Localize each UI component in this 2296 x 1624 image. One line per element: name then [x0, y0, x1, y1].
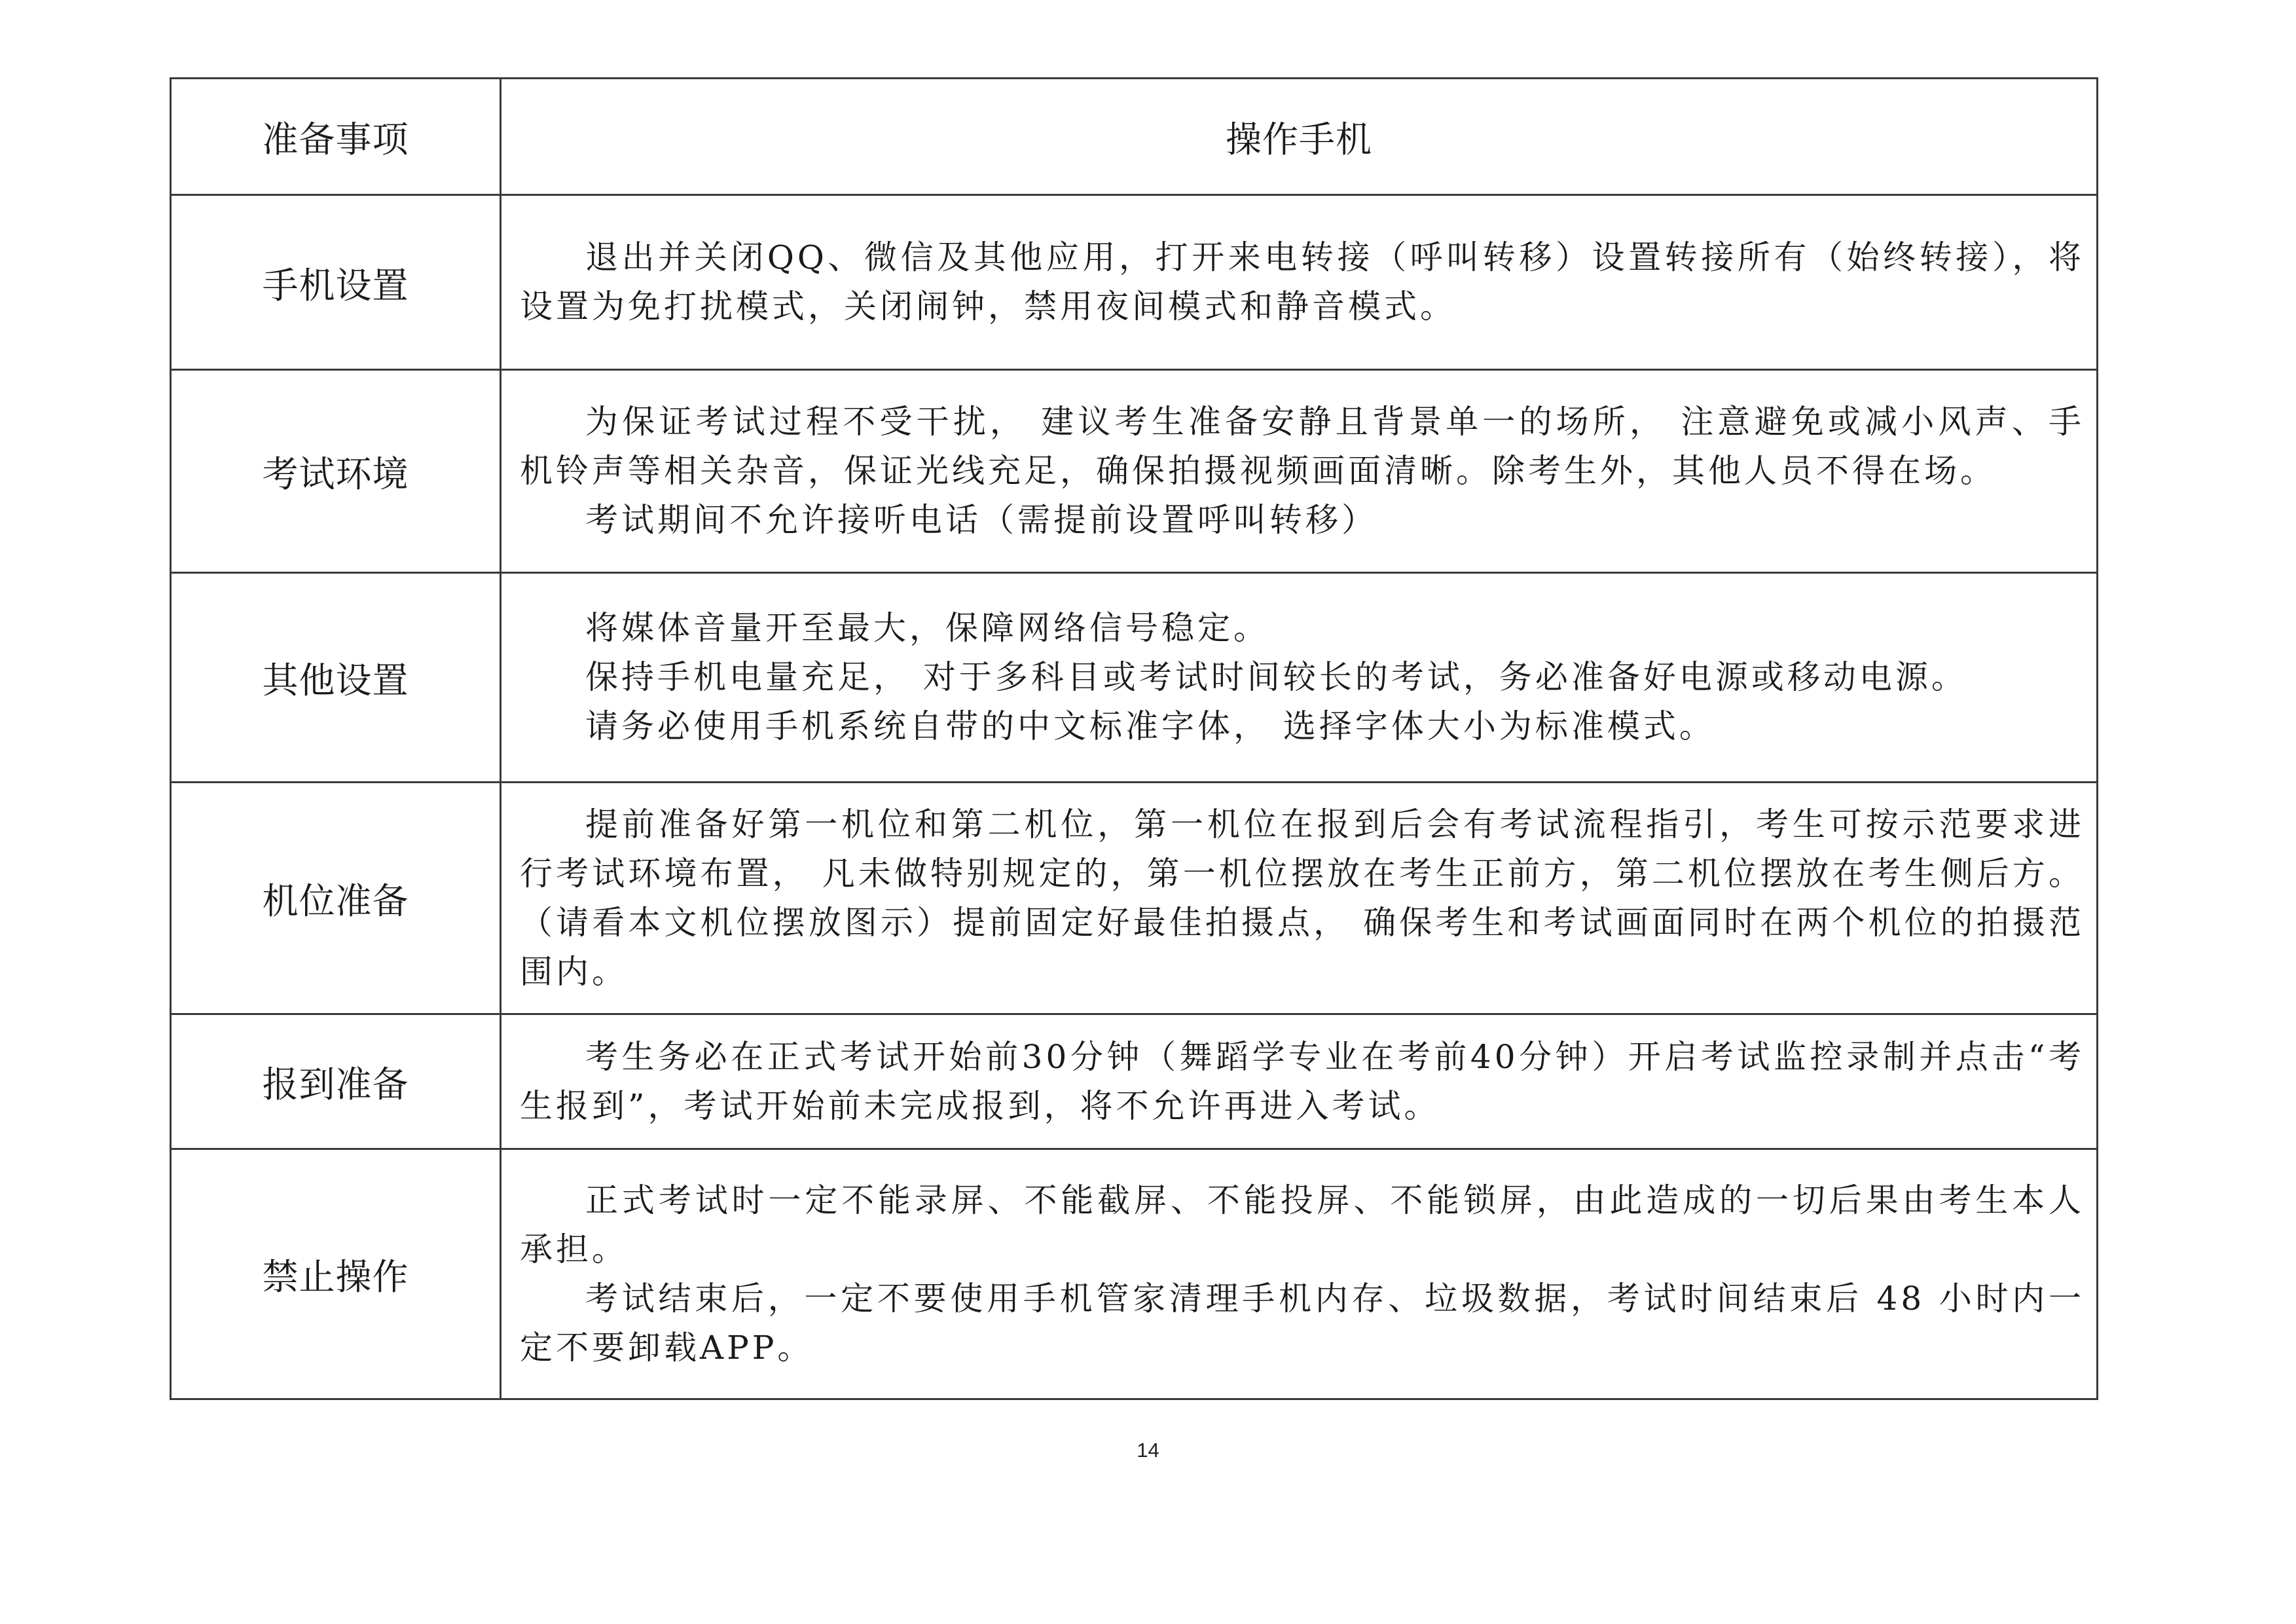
row-content	[501, 1014, 2098, 1149]
row-content	[501, 573, 2098, 783]
row-content	[501, 1149, 2098, 1399]
row-paragraph: 提前准备好第一机位和第二机位，第一机位在报到后会有考试流程指引，考生可按示范要求进行考试环境布置， 凡未做特别规定的，第一机位摆放在考生正前方，第二机位摆放在考生侧后方。（请看本文机位摆放图示）提前固定好最佳拍摄点， 确保考生和考试画面同时在两个机位的拍摄范围内。	[520, 805, 2085, 991]
table-header-row	[171, 79, 2098, 195]
row-label: 报到准备	[171, 1014, 501, 1149]
row-paragraph: 考试结束后，一定不要使用手机管家清理手机内存、垃圾数据，考试时间结束后 48 小时内一定不要卸载APP。	[520, 1279, 2085, 1367]
row-content	[501, 195, 2098, 370]
page-number: 14	[1137, 1439, 1159, 1462]
row-paragraph: 考试期间不允许接听电话（需提前设置呼叫转移）	[585, 501, 1377, 539]
table-row	[171, 573, 2098, 783]
row-content	[501, 783, 2098, 1014]
header-content: 操作手机	[501, 79, 2098, 195]
row-label: 考试环境	[171, 370, 501, 573]
row-label: 其他设置	[171, 573, 501, 783]
row-paragraph: 请务必使用手机系统自带的中文标准字体， 选择字体大小为标准模式。	[585, 707, 1715, 745]
row-label: 手机设置	[171, 195, 501, 370]
header-label: 准备事项	[171, 79, 501, 195]
table-row	[171, 370, 2098, 573]
row-content	[501, 370, 2098, 573]
row-paragraph: 将媒体音量开至最大，保障网络信号稳定。	[585, 609, 1269, 647]
row-paragraph: 为保证考试过程不受干扰， 建议考生准备安静且背景单一的场所， 注意避免或减小风声、手机铃声等相关杂音，保证光线充足，确保拍摄视频画面清晰。除考生外，其他人员不得在场。	[520, 403, 2085, 490]
row-paragraph: 正式考试时一定不能录屏、不能截屏、不能投屏、不能锁屏，由此造成的一切后果由考生本人承担。	[520, 1181, 2085, 1268]
row-paragraph: 保持手机电量充足， 对于多科目或考试时间较长的考试，务必准备好电源或移动电源。	[585, 658, 1967, 696]
row-paragraph: 考生务必在正式考试开始前30分钟（舞蹈学专业在考前40分钟）开启考试监控录制并点击“考生报到”，考试开始前未完成报到，将不允许再进入考试。	[520, 1037, 2085, 1125]
preparation-table	[170, 77, 2098, 1400]
row-paragraph: 退出并关闭QQ、微信及其他应用，打开来电转接（呼叫转移）设置转接所有（始终转接），将设置为免打扰模式，关闭闹钟，禁用夜间模式和静音模式。	[520, 238, 2085, 325]
table-row	[171, 195, 2098, 370]
table-row	[171, 1014, 2098, 1149]
row-label: 禁止操作	[171, 1149, 501, 1399]
row-label: 机位准备	[171, 783, 501, 1014]
table-row	[171, 1149, 2098, 1399]
table-row	[171, 783, 2098, 1014]
